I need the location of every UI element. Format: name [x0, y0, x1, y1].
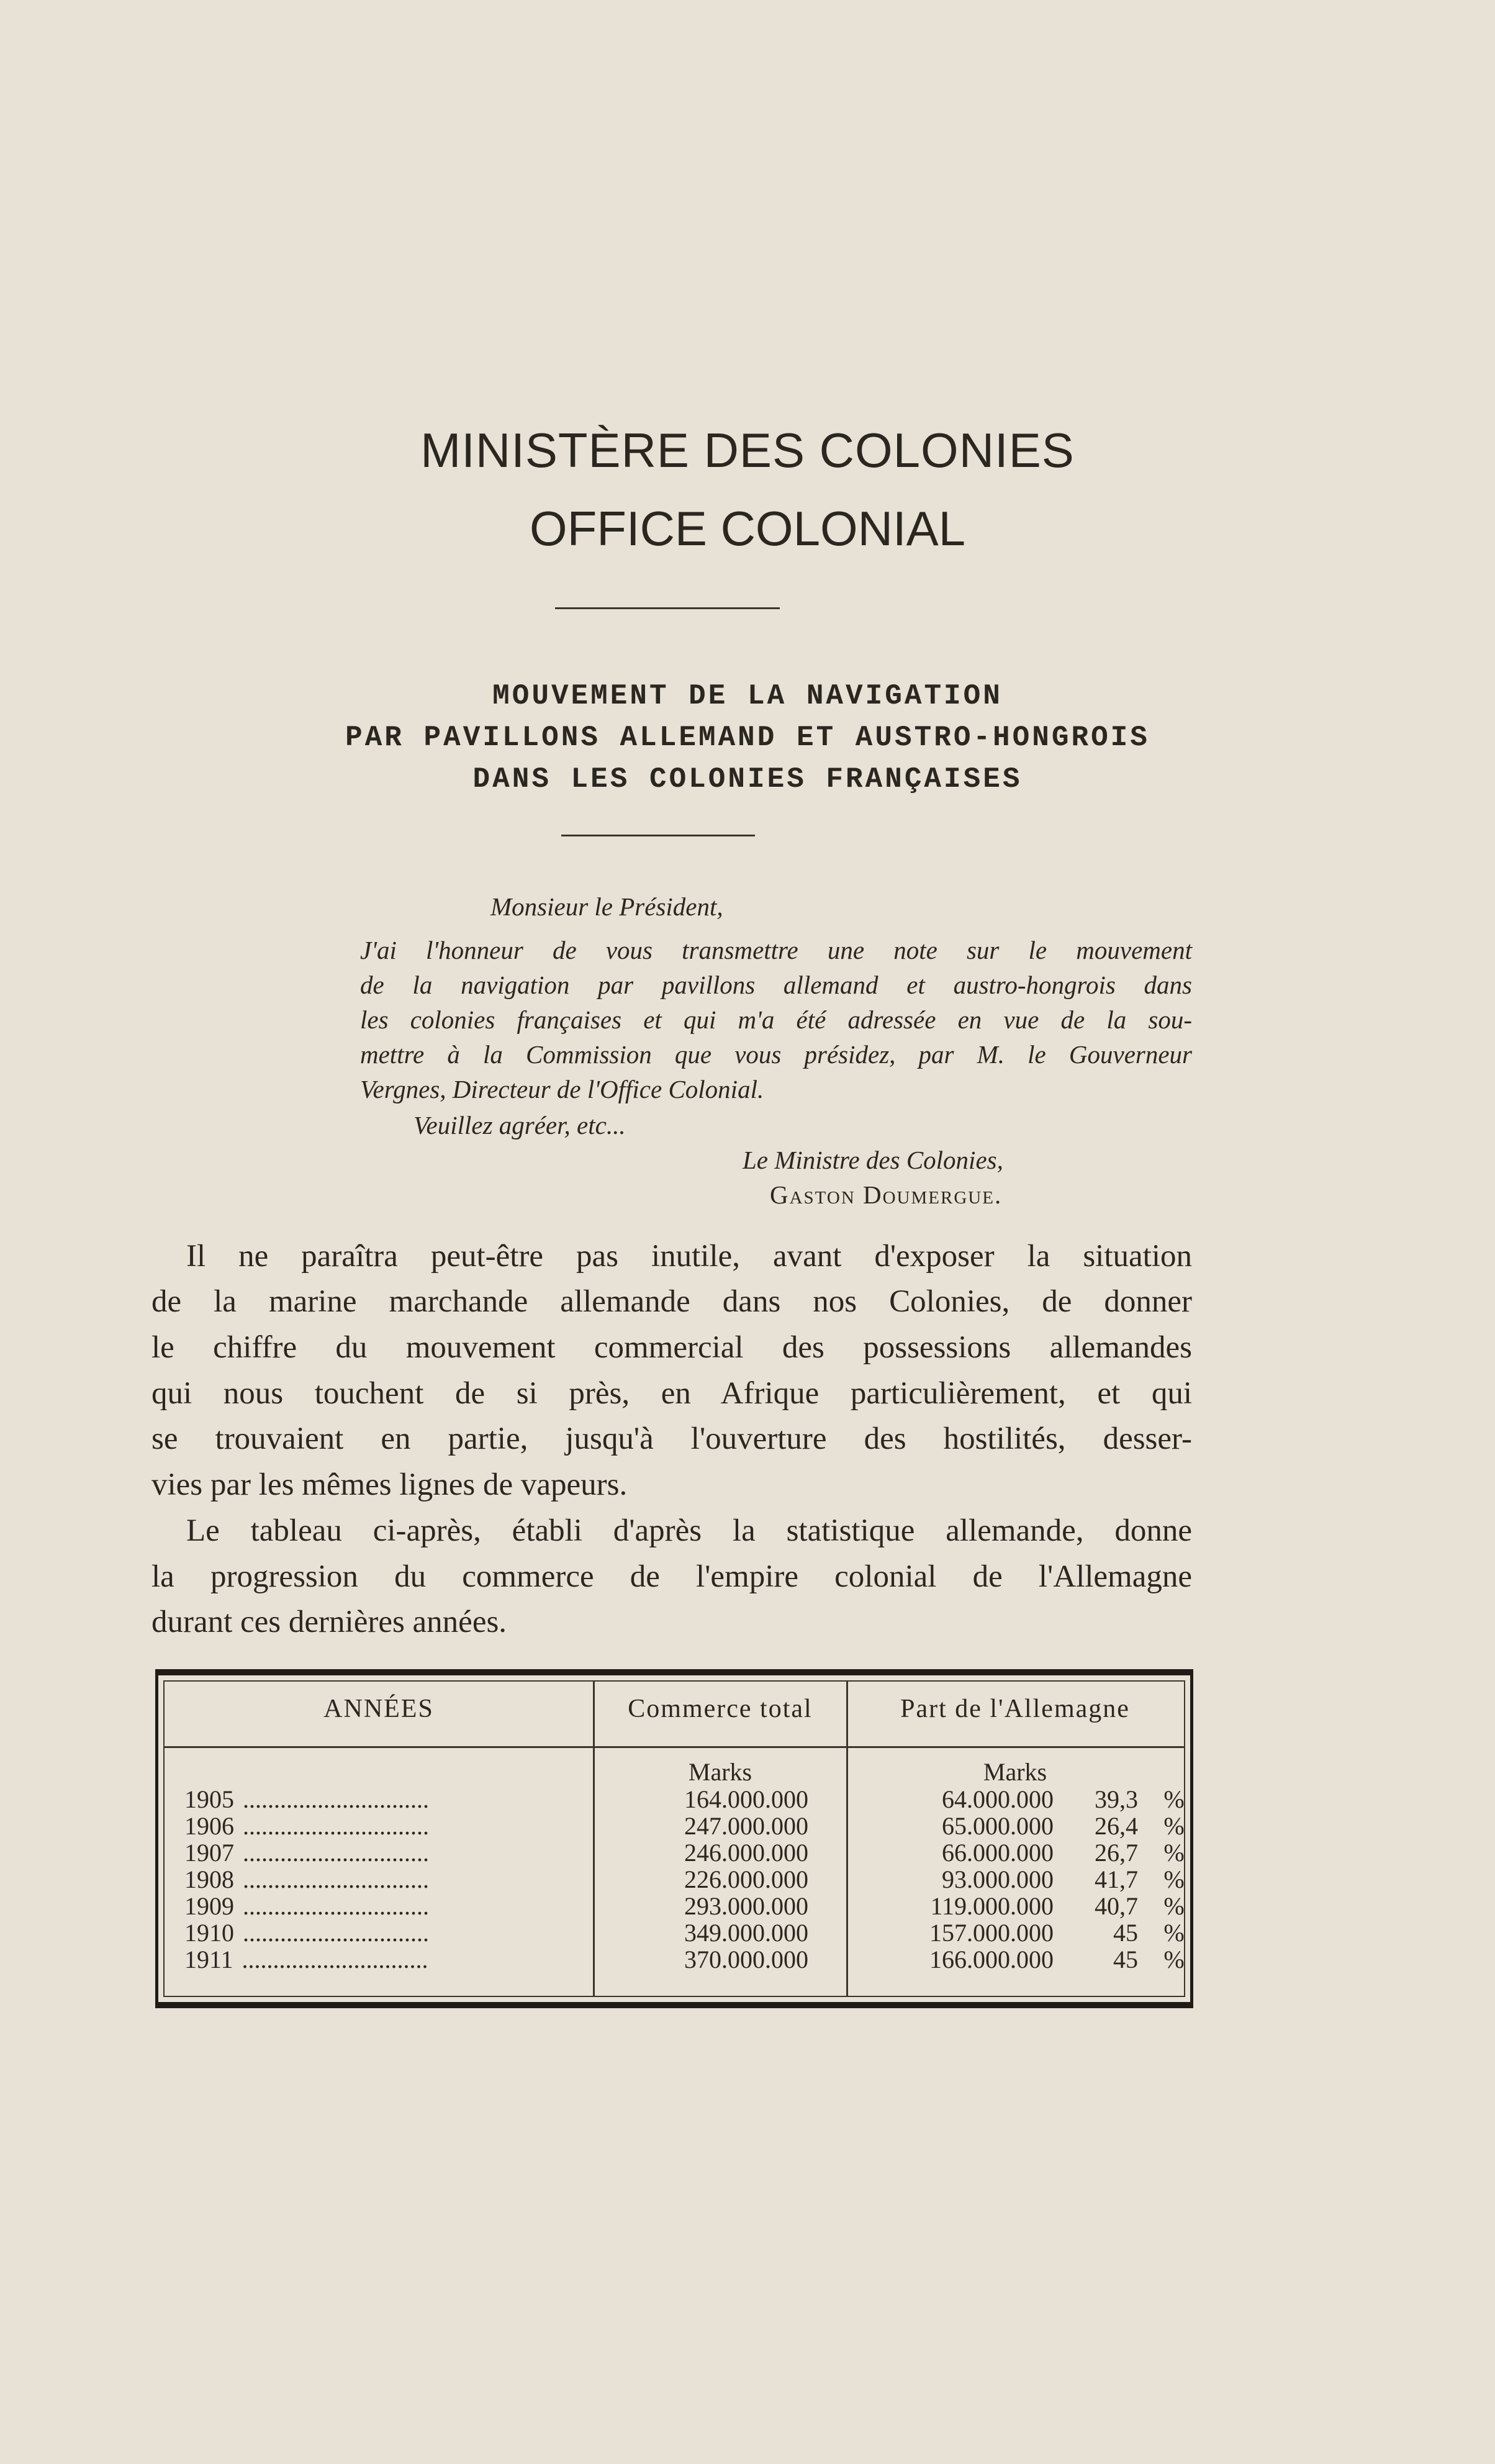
- table-row: [165, 1919, 1184, 1947]
- dot-leader: ..............................: [243, 1839, 429, 1867]
- letter-salutation: Monsieur le Président,: [490, 892, 723, 921]
- body-line: qui nous touchent de si près, en Afrique particulièrement, et qui: [151, 1376, 1192, 1411]
- letter-line: J'ai l'honneur de vous transmettre une note sur le mouvement: [360, 936, 1192, 964]
- statistics-table: [155, 1669, 1193, 2008]
- year-label: 1910: [184, 1919, 234, 1947]
- table-row: [165, 1866, 1184, 1893]
- subtitle-line-1: MOUVEMENT DE LA NAVIGATION: [492, 680, 1003, 712]
- body-line: le chiffre du mouvement commercial des possessions allemandes: [151, 1330, 1192, 1365]
- unit-total: Marks: [688, 1758, 752, 1786]
- dot-leader: ..............................: [243, 1919, 429, 1947]
- letter-closing: Veuillez agréer, etc...: [413, 1111, 626, 1139]
- year-label: 1905: [184, 1786, 234, 1813]
- part-cell: 93.000.000: [942, 1865, 1054, 1893]
- year-label: 1909: [184, 1893, 234, 1920]
- letter-line: Vergnes, Directeur de l'Office Colonial.: [360, 1075, 764, 1103]
- year-label: 1911: [184, 1946, 233, 1973]
- dot-leader: ..............................: [243, 1813, 429, 1840]
- divider-rule: [555, 607, 780, 609]
- total-cell: 164.000.000: [684, 1785, 808, 1813]
- part-cell: 65.000.000: [942, 1812, 1054, 1840]
- dot-leader: ..............................: [243, 1786, 429, 1813]
- part-cell: 64.000.000: [942, 1785, 1054, 1813]
- letter-line: mettre à la Commission que vous présidez, par M. le Gouverneur: [360, 1040, 1192, 1069]
- year-cell: [184, 1866, 619, 1893]
- table-frame: [163, 1680, 1185, 1997]
- year-cell: [184, 1919, 619, 1947]
- subtitle-line-2: PAR PAVILLONS ALLEMAND ET AUSTRO-HONGROIS: [345, 722, 1150, 754]
- letter-body: [360, 933, 1192, 1107]
- table-row: [165, 1786, 1184, 1813]
- total-cell: 247.000.000: [684, 1812, 808, 1840]
- office-title: OFFICE COLONIAL: [529, 501, 966, 556]
- dot-leader: ..............................: [243, 1866, 429, 1893]
- part-cell: 166.000.000: [929, 1945, 1054, 1973]
- percent-sign: %: [1163, 1919, 1185, 1947]
- table-row: [165, 1813, 1184, 1840]
- divider-rule: [561, 835, 755, 836]
- year-cell: [184, 1946, 619, 1973]
- percent-sign: %: [1163, 1945, 1185, 1973]
- subtitle-line-3: DANS LES COLONIES FRANÇAISES: [472, 763, 1023, 795]
- dot-leader: ..............................: [243, 1893, 429, 1920]
- unit-part: Marks: [983, 1758, 1047, 1786]
- percent-sign: %: [1163, 1892, 1185, 1920]
- header-part: Part de l'Allemagne: [900, 1695, 1130, 1723]
- year-label: 1907: [184, 1839, 234, 1867]
- body-line: de la marine marchande allemande dans nos Colonies, de donner: [151, 1284, 1192, 1319]
- part-cell: 119.000.000: [930, 1892, 1054, 1920]
- body-line: durant ces dernières années.: [151, 1605, 507, 1639]
- header-divider: [165, 1746, 1184, 1748]
- year-cell: [184, 1839, 619, 1867]
- signature-title: Le Ministre des Colonies,: [743, 1146, 1003, 1174]
- year-cell: [184, 1813, 619, 1840]
- body-line: vies par les mêmes lignes de vapeurs.: [151, 1467, 628, 1502]
- year-label: 1908: [184, 1866, 234, 1893]
- year-cell: [184, 1893, 619, 1920]
- dot-leader: ..............................: [242, 1946, 428, 1973]
- letter-line: les colonies françaises et qui m'a été adressée en vue de la sou-: [360, 1005, 1192, 1034]
- total-cell: 293.000.000: [684, 1892, 808, 1920]
- total-cell: 246.000.000: [684, 1839, 808, 1867]
- percent-cell: 26,7: [1095, 1839, 1138, 1867]
- percent-cell: 41,7: [1095, 1865, 1138, 1893]
- percent-cell: 39,3: [1095, 1785, 1138, 1813]
- table-row: [165, 1839, 1184, 1867]
- percent-sign: %: [1163, 1839, 1185, 1867]
- ministry-title: MINISTÈRE DES COLONIES: [420, 423, 1075, 478]
- percent-sign: %: [1163, 1812, 1185, 1840]
- percent-cell: 45: [1113, 1919, 1138, 1947]
- signature-name: Gaston Doumergue.: [770, 1180, 1003, 1209]
- percent-cell: 26,4: [1095, 1812, 1138, 1840]
- body-line: Le tableau ci-après, établi d'après la statistique allemande, donne: [186, 1513, 1192, 1548]
- body-line: se trouvaient en partie, jusqu'à l'ouverture des hostilités, desser-: [151, 1421, 1192, 1456]
- table-row: [165, 1946, 1184, 1973]
- body-line: Il ne paraîtra peut-être pas inutile, avant d'exposer la situation: [186, 1239, 1192, 1274]
- header-years: ANNÉES: [323, 1695, 434, 1723]
- header-total: Commerce total: [628, 1695, 813, 1723]
- total-cell: 349.000.000: [684, 1919, 808, 1947]
- part-cell: 157.000.000: [929, 1919, 1054, 1947]
- body-line: la progression du commerce de l'empire colonial de l'Allemagne: [151, 1559, 1192, 1594]
- table-row: [165, 1893, 1184, 1920]
- year-cell: [184, 1786, 619, 1813]
- percent-sign: %: [1163, 1865, 1185, 1893]
- percent-cell: 45: [1113, 1945, 1138, 1973]
- percent-sign: %: [1163, 1785, 1185, 1813]
- letter-line: de la navigation par pavillons allemand et austro-hongrois dans: [360, 971, 1192, 999]
- total-cell: 370.000.000: [684, 1945, 808, 1973]
- part-cell: 66.000.000: [942, 1839, 1054, 1867]
- year-label: 1906: [184, 1813, 234, 1840]
- percent-cell: 40,7: [1095, 1892, 1138, 1920]
- total-cell: 226.000.000: [684, 1865, 808, 1893]
